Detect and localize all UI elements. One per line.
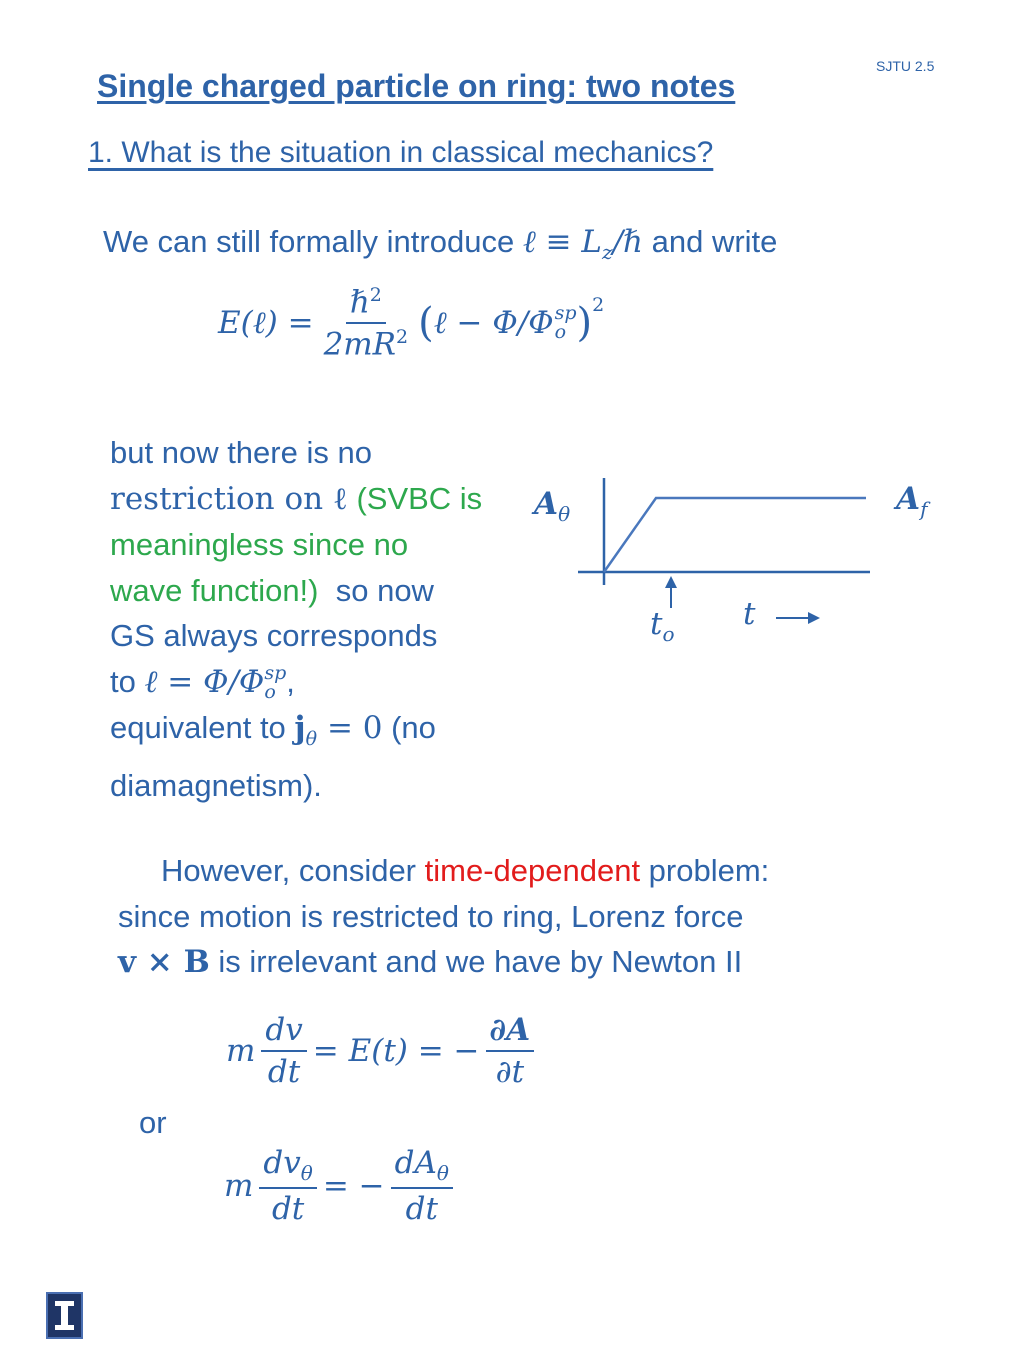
energy-fraction: $\frac{\hbar^2}{2mR^2}$ (323, 284, 409, 363)
para-line-3: meaningless since no (110, 527, 409, 562)
ramp-curve (604, 498, 866, 572)
university-logo (46, 1292, 83, 1339)
newton-equation: m $\frac{dv}{dt}$ = E(t) = − $\frac{\partial A}{\partial t}$ (226, 1012, 540, 1090)
para-line-5: GS always corresponds (110, 618, 438, 653)
para-line-7: equivalent to $j_\theta = 0$ (no (110, 710, 436, 751)
energy-paren: ( ℓ − Φ/Φ sp o ) $^2$ (418, 294, 605, 347)
slide-title: Single charged particle on ring: two notes (97, 68, 736, 104)
time-direction-arrowhead (808, 612, 820, 624)
para-line-6: to ℓ = Φ/Φ sp o , (110, 662, 295, 704)
para-line-1: but now there is no (110, 435, 372, 470)
para-line-2: restriction on ℓ (SVBC is (110, 480, 483, 517)
graph-t-label: t (743, 596, 756, 632)
left-paragraph (110, 430, 482, 808)
dv-theta-fraction: $\frac{dv_\theta}{dt}$ (259, 1145, 316, 1227)
energy-lhs: E(ℓ) = (218, 305, 314, 342)
da-theta-fraction: $\frac{dA_\theta}{dt}$ (391, 1145, 453, 1227)
para-line-4: wave function!) so now (110, 572, 434, 608)
section-heading: 1. What is the situation in classical mechanics? (88, 136, 714, 169)
intro-line (103, 224, 777, 264)
block-i-icon (48, 1294, 81, 1337)
however-line-2: since motion is restricted to ring, Lorenz force (118, 899, 744, 934)
intro-text: We can still formally introduce (103, 224, 515, 259)
partial-a-fraction: $\frac{\partial A}{\partial t}$ (486, 1012, 535, 1090)
t0-pointer-arrowhead (665, 576, 677, 588)
graph-end-label: $A_f$ (896, 481, 928, 522)
intro-text-end: and write (651, 224, 778, 259)
however-line-3: v × B is irrelevant and we have by Newton II (118, 944, 743, 980)
however-line-1: However, consider time-dependent problem: (161, 853, 770, 888)
ell-definition: ℓ ≡ $L_z/\hbar$ (522, 224, 643, 265)
energy-equation (218, 284, 604, 363)
graph-t0-label: $t_o$ (650, 606, 675, 647)
slide-number: SJTU 2.5 (876, 58, 935, 74)
or-label: or (139, 1105, 167, 1140)
graph-y-label: $A_\theta$ (534, 486, 571, 527)
dv-dt-fraction: $\frac{dv}{dt}$ (261, 1012, 306, 1090)
newton-equation-theta: m $\frac{dv_\theta}{dt}$ = − $\frac{dA_\theta}{dt}$ (224, 1145, 459, 1227)
para-line-8: diamagnetism). (110, 767, 322, 803)
